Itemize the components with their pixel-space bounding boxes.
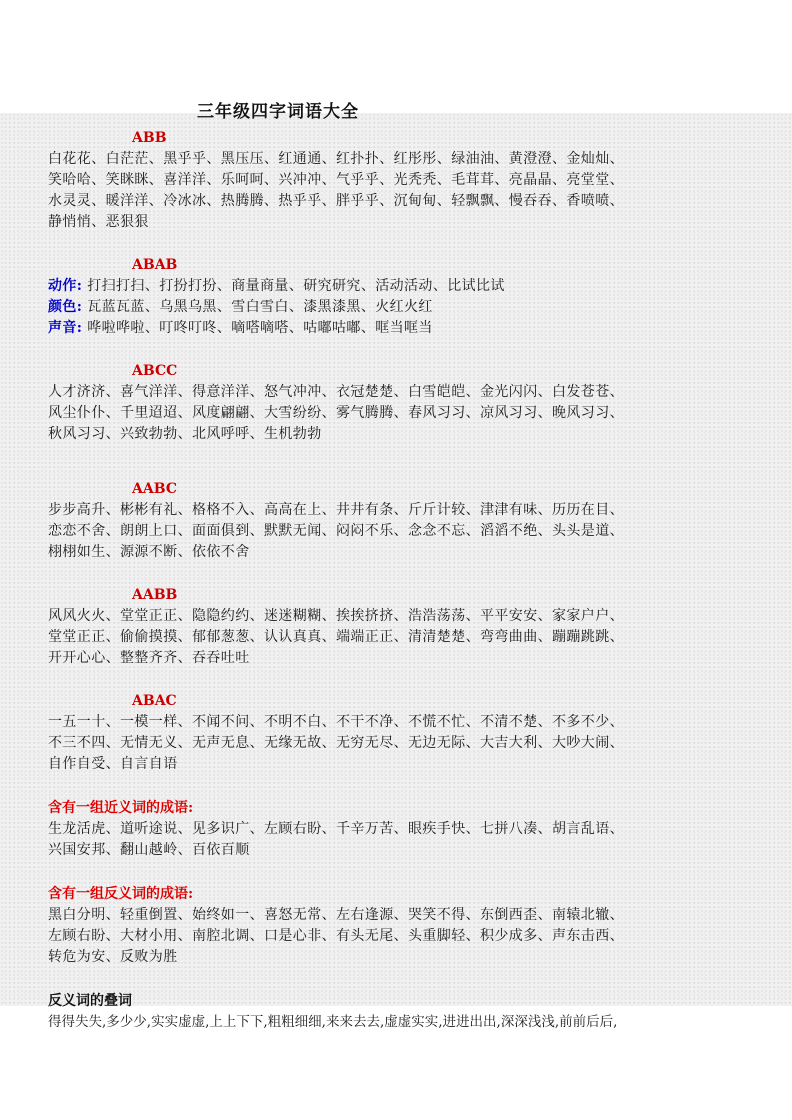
category-text: 打扫打扫、打扮打扮、商量商量、研究研究、活动活动、比试比试 [87, 278, 505, 294]
text-line: 白花花、白茫茫、黑乎乎、黑压压、红通通、红扑扑、红彤彤、绿油油、黄澄澄、金灿灿、 [48, 151, 624, 167]
text-line: 恋恋不舍、朗朗上口、面面俱到、默默无闻、闷闷不乐、念念不忘、滔滔不绝、头头是道、 [48, 523, 624, 539]
section-heading: ABB [132, 130, 167, 146]
text-line: 生龙活虎、道听途说、见多识广、左顾右盼、千辛万苦、眼疾手快、七拼八凑、胡言乱语、 [48, 821, 624, 837]
text-line: 堂堂正正、偷偷摸摸、郁郁葱葱、认认真真、端端正正、清清楚楚、弯弯曲曲、蹦蹦跳跳、 [48, 629, 624, 645]
section-abb [48, 128, 753, 233]
category-label: 动作: [48, 278, 83, 294]
category-row [48, 318, 753, 339]
section-aabb [48, 585, 753, 669]
section-heading: ABAB [132, 257, 178, 273]
page-title: 三年级四字词语大全 [197, 102, 359, 122]
text-line: 风风火火、堂堂正正、隐隐约约、迷迷糊糊、挨挨挤挤、浩浩荡荡、平平安安、家家户户、 [48, 608, 624, 624]
section-abac [48, 691, 753, 775]
text-line: 一五一十、一模一样、不闻不问、不明不白、不干不净、不慌不忙、不清不楚、不多不少、 [48, 714, 624, 730]
text-line: 秋风习习、兴致勃勃、北风呼呼、生机勃勃 [48, 426, 322, 442]
text-line: 静悄悄、恶狠狠 [48, 214, 149, 230]
category-text: 哗啦哗啦、叮咚叮咚、嘀嗒嘀嗒、咕嘟咕嘟、哐当哐当 [87, 320, 433, 336]
document-body [48, 128, 753, 1055]
category-row [48, 297, 753, 318]
section-synonym-idioms [48, 797, 753, 861]
text-line: 转危为安、反败为胜 [48, 949, 178, 965]
text-line: 兴国安邦、翻山越岭、百依百顺 [48, 842, 250, 858]
section-heading: AABB [132, 587, 178, 603]
text-line: 自作自受、自言自语 [48, 756, 178, 772]
section-heading: ABCC [132, 363, 178, 379]
section-aabc [48, 479, 753, 563]
text-line: 黑白分明、轻重倒置、始终如一、喜怒无常、左右逢源、哭笑不得、东倒西歪、南辕北辙、 [48, 907, 624, 923]
text-line: 步步高升、彬彬有礼、格格不入、高高在上、井井有条、斤斤计较、津津有味、历历在目、 [48, 502, 624, 518]
text-line: 不三不四、无情无义、无声无息、无缘无故、无穷无尽、无边无际、大吉大利、大吵大闹、 [48, 735, 624, 751]
category-row [48, 276, 753, 297]
section-antonym-idioms [48, 883, 753, 968]
text-line: 开开心心、整整齐齐、吞吞吐吐 [48, 650, 250, 666]
text-line: 人才济济、喜气洋洋、得意洋洋、怒气冲冲、衣冠楚楚、白雪皑皑、金光闪闪、白发苍苍、 [48, 384, 624, 400]
section-heading: ABAC [132, 693, 177, 709]
text-line: 栩栩如生、源源不断、依依不舍 [48, 544, 250, 560]
category-text: 瓦蓝瓦蓝、乌黑乌黑、雪白雪白、漆黑漆黑、火红火红 [87, 299, 433, 315]
text-line: 得得失失,多少少,实实虚虚,上上下下,粗粗细细,来来去去,虚虚实实,进进出出,深深浅浅,前前后后, [48, 1014, 618, 1030]
section-heading: 反义词的叠词 [48, 993, 132, 1009]
category-label: 颜色: [48, 299, 83, 315]
text-line: 笑哈哈、笑眯眯、喜洋洋、乐呵呵、兴冲冲、气乎乎、光秃秃、毛茸茸、亮晶晶、亮堂堂、 [48, 172, 624, 188]
category-label: 声音: [48, 320, 83, 336]
text-line: 左顾右盼、大材小用、南腔北调、口是心非、有头无尾、头重脚轻、积少成多、声东击西、 [48, 928, 624, 944]
section-heading: AABC [132, 481, 177, 497]
section-heading: 含有一组反义词的成语: [48, 886, 194, 902]
text-line: 水灵灵、暖洋洋、冷冰冰、热腾腾、热乎乎、胖乎乎、沉甸甸、轻飘飘、慢吞吞、香喷喷、 [48, 193, 624, 209]
section-abcc [48, 361, 753, 445]
section-antonym-reduplication [48, 990, 753, 1033]
text-line: 风尘仆仆、千里迢迢、风度翩翩、大雪纷纷、雾气腾腾、春风习习、凉风习习、晚风习习、 [48, 405, 624, 421]
section-heading: 含有一组近义词的成语: [48, 800, 194, 816]
section-abab [48, 255, 753, 339]
